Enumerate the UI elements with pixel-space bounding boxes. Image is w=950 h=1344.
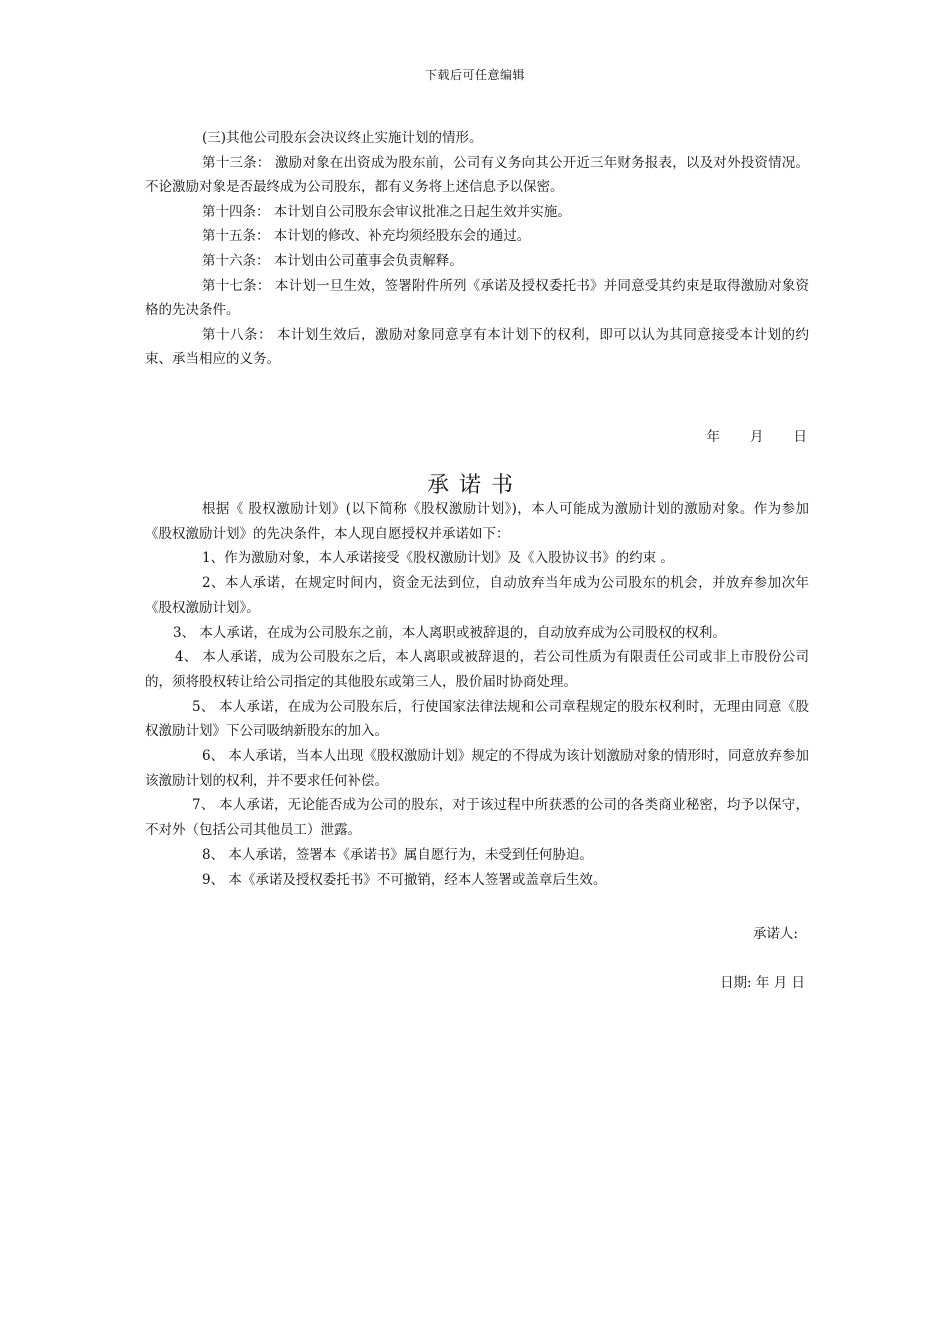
commitment-paragraph: 4、 本人承诺，成为公司股东之后，本人离职或被辞退的，若公司性质为有限责任公司或非上市股份公司的，须将股权转让给公司指定的其他股东或第三人，股价届时协商处理。	[145, 649, 809, 690]
plan-paragraph: 第十四条： 本计划自公司股东会审议批准之日起生效并实施。	[202, 203, 571, 220]
commitment-paragraph: 8、 本人承诺，签署本《承诺书》属自愿行为，未受到任何胁迫。	[202, 846, 593, 863]
commitment-paragraph: 7、 本人承诺，无论能否成为公司的股东，对于该过程中所获悉的公司的各类商业秘密，均予以保守，不对外（包括公司其他员工）泄露。	[145, 797, 809, 839]
page-header-note: 下载后可任意编辑	[424, 68, 525, 82]
commitment-paragraph: 3、 本人承诺，在成为公司股东之前，本人离职或被辞退的，自动放弃成为公司股权的权利。	[173, 624, 726, 641]
commitment-paragraph: 9、 本《承诺及授权委托书》不可撤销，经本人签署或盖章后生效。	[202, 871, 607, 888]
commitment-paragraph: 5、 本人承诺，在成为公司股东后，行使国家法律法规和公司章程规定的股东权利时，无理由同意《股权激励计划》下公司吸纳新股东的加入。	[145, 698, 809, 740]
sign-date-label: 日期: 年 月 日	[720, 975, 805, 991]
commitment-paragraph: 1、作为激励对象，本人承诺接受《股权激励计划》及《入股协议书》的约束 。	[202, 550, 674, 567]
commitment-title: 承诺书	[426, 473, 523, 498]
plan-paragraph: 第十七条： 本计划一旦生效，签署附件所列《承诺及授权委托书》并同意受其约束是取得激励对象资格的先决条件。	[145, 277, 809, 319]
commitment-paragraph: 2、本人承诺，在规定时间内，资金无法到位，自动放弃当年成为公司股东的机会，并放弃参加次年《股权激励计划》。	[145, 575, 809, 616]
signer-label: 承诺人:	[752, 926, 798, 942]
plan-paragraph: (三)其他公司股东会决议终止实施计划的情形。	[202, 130, 483, 146]
commitment-body	[145, 497, 809, 892]
plan-paragraph: 第十八条： 本计划生效后，激励对象同意享有本计划下的权利，即可以认为其同意接受本计划的约束、承当相应的义务。	[145, 326, 809, 368]
commitment-paragraph: 根据《 股权激励计划》(以下简称《股权激励计划》)，本人可能成为激励计划的激励对象。作为参加《股权激励计划》的先决条件，本人现自愿授权并承诺如下：	[145, 501, 809, 542]
plan-paragraph: 第十六条： 本计划由公司董事会负责解释。	[202, 252, 463, 269]
plan-date-line	[707, 425, 808, 445]
plan-body	[145, 126, 809, 372]
plan-date-day: 日	[793, 429, 807, 445]
plan-paragraph: 第十五条： 本计划的修改、补充均须经股东会的通过。	[202, 228, 531, 245]
commitment-paragraph: 6、 本人承诺，当本人出现《股权激励计划》规定的不得成为该计划激励对象的情形时，同意放弃参加该激励计划的权利，并不要求任何补偿。	[145, 748, 809, 789]
plan-paragraph: 第十三条： 激励对象在出资成为股东前，公司有义务向其公开近三年财务报表，以及对外投资情况。不论激励对象是否最终成为公司股东，都有义务将上述信息予以保密。	[145, 154, 809, 196]
plan-date-year: 年	[706, 429, 720, 445]
plan-date-month: 月	[750, 429, 764, 445]
